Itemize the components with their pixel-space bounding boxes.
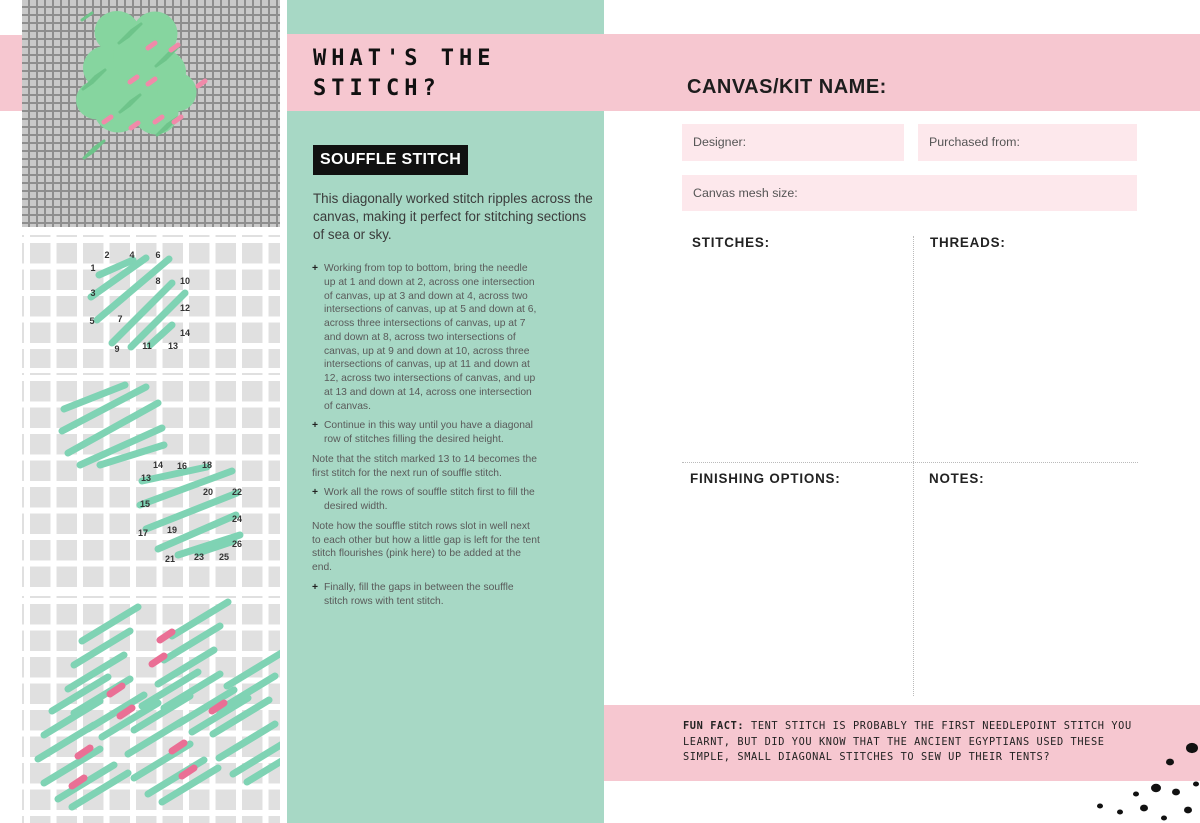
stitches-label: STITCHES: [692,235,770,250]
diagram-step-2 [22,373,280,591]
ink-dot [1193,781,1199,786]
illustration-column [0,0,287,823]
canvas-grid-line [22,290,280,296]
ink-dot [1186,743,1198,753]
stitch-number: 6 [155,250,161,260]
horizontal-divider [682,462,1138,463]
stitch-number: 24 [231,514,243,524]
instruction-step: + Continue in this way until you have a diagonal row of stitches filling the desired height. [312,420,533,445]
stitch-number: 13 [140,473,152,483]
canvas-grid-line [22,508,280,514]
purchased-from-field[interactable]: Purchased from: [918,124,1137,161]
canvas-grid-line [22,317,280,323]
stitch-number: 20 [202,487,214,497]
step-marker: + [312,581,319,593]
step-marker: + [312,263,319,274]
notes-label: NOTES: [929,471,985,486]
threads-label: THREADS: [930,235,1006,250]
stitch-number: 19 [166,525,178,535]
stitch-number: 15 [139,499,151,509]
stitch-photo [22,0,280,227]
stitch-mark [142,467,207,481]
ink-dot [1133,791,1139,796]
finishing-options-label: FINISHING OPTIONS: [690,471,841,486]
diagram-step-3 [22,596,280,823]
ink-dot [1117,809,1123,814]
diagram-step-1 [22,235,280,368]
ink-dot [1166,759,1174,766]
stitch-mark [172,602,228,636]
vertical-divider [913,236,914,696]
stitch-name-badge: SOUFFLE STITCH [313,145,468,175]
canvas-grid-line [22,561,280,567]
instruction-step: + Finally, fill the gaps in between the souffle stitch rows with tent stitch. [312,581,514,607]
decorative-dots [1080,700,1200,823]
stitch-number: 17 [137,528,149,538]
stitch-number: 13 [167,341,179,351]
diagram-1-canvas [22,235,280,368]
step-marker: + [312,420,319,432]
fun-fact [683,719,1143,766]
fun-fact-label: FUN FACT: [683,720,745,732]
instruction-step: + Work all the rows of souffle stitch first to fill the desired width. [312,487,535,512]
canvas-grid-line [22,625,280,631]
fun-fact-text: TENT STITCH IS PROBABLY THE FIRST NEEDLEPOINT STITCH YOU LEARNT, BUT DID YOU KNOW THAT THE ANCIENT EGYPTIANS USED THESE SIMPLE, SMALL DIAGONAL STITCHES TO SEW UP THEIR TENTS? [683,720,1132,763]
canvas-grid-line [22,651,280,657]
flower-petal [158,73,197,112]
left-pink-band [0,35,22,111]
stitch-number: 9 [114,344,120,354]
instructions-body [312,262,540,614]
canvas-grid-line [22,375,280,381]
stitch-number: 10 [179,276,191,286]
canvas-grid-line [22,731,280,737]
stitch-number: 26 [231,539,243,549]
stitch-number: 8 [155,276,161,286]
stitch-number: 11 [142,341,152,351]
canvas-kit-name-label: CANVAS/KIT NAME: [687,76,887,98]
step-marker: + [312,487,319,499]
diagram-3-canvas [22,596,280,823]
page-title: WHAT'S THE STITCH? [313,46,496,101]
stitch-photo-canvas [22,0,280,227]
stitch-number: 21 [164,554,176,564]
canvas-grid-line [22,810,280,816]
stitch-number: 3 [90,288,96,298]
ink-dot [1161,815,1167,820]
canvas-mesh-size-field[interactable]: Canvas mesh size: [682,175,1137,211]
stitch-number: 14 [179,328,191,338]
flower-petal [76,81,118,120]
ink-dot [1140,805,1148,812]
ink-dot [1172,789,1180,796]
stitch-number: 2 [104,250,110,260]
stitch-number: 12 [179,303,191,313]
instruction-note: Note that the stitch marked 13 to 14 becomes the first stitch for the next run of souffle stitch. [312,453,537,479]
ink-dot [1184,807,1192,814]
diagram-2-canvas [22,373,280,591]
stitch-number: 23 [193,552,205,562]
stitch-number: 4 [129,250,135,260]
stitch-number: 25 [218,552,230,562]
stitch-number: 16 [176,461,188,471]
canvas-grid-line [22,587,280,591]
stitch-number: 5 [89,316,95,326]
ink-dot [1097,803,1103,808]
designer-field[interactable]: Designer: [682,124,904,161]
stitch-number: 22 [231,487,243,497]
kit-name-band [604,34,1200,111]
stitch-number: 1 [90,263,96,273]
canvas-grid-line [22,598,280,604]
canvas-grid-line [22,455,280,461]
stitch-number: 7 [117,314,123,324]
canvas-grid-line [22,264,280,270]
stitch-number: 18 [201,460,213,470]
instruction-step: + Working from top to bottom, bring the needle up at 1 and down at 2, across one intersection of canvas, up at 3 and down at 4, across two intersections of canvas, up at 5 and down at 6, across three intersections of canvas, up at 7 and down at 8, across two intersections of canvas, up at 9 and down at 10, across three intersections of canvas, up at 11 and down at 12, across two intersections of canvas, and up at 13 and down at 14, across one intersection of canvas. [312,263,537,412]
ink-dot [1151,784,1161,793]
stitch-number: 14 [152,460,164,470]
intro-text: This diagonally worked stitch ripples across the canvas, making it perfect for stitching sections of sea or sky. [313,191,593,242]
instruction-note: Note how the souffle stitch rows slot in well next to each other but how a little gap is left for the tent stitch flourishes (pink here) to be added at the end. [312,520,540,573]
stitch-mark [82,607,138,641]
canvas-grid-line [22,757,280,763]
canvas-grid-line [22,237,280,243]
